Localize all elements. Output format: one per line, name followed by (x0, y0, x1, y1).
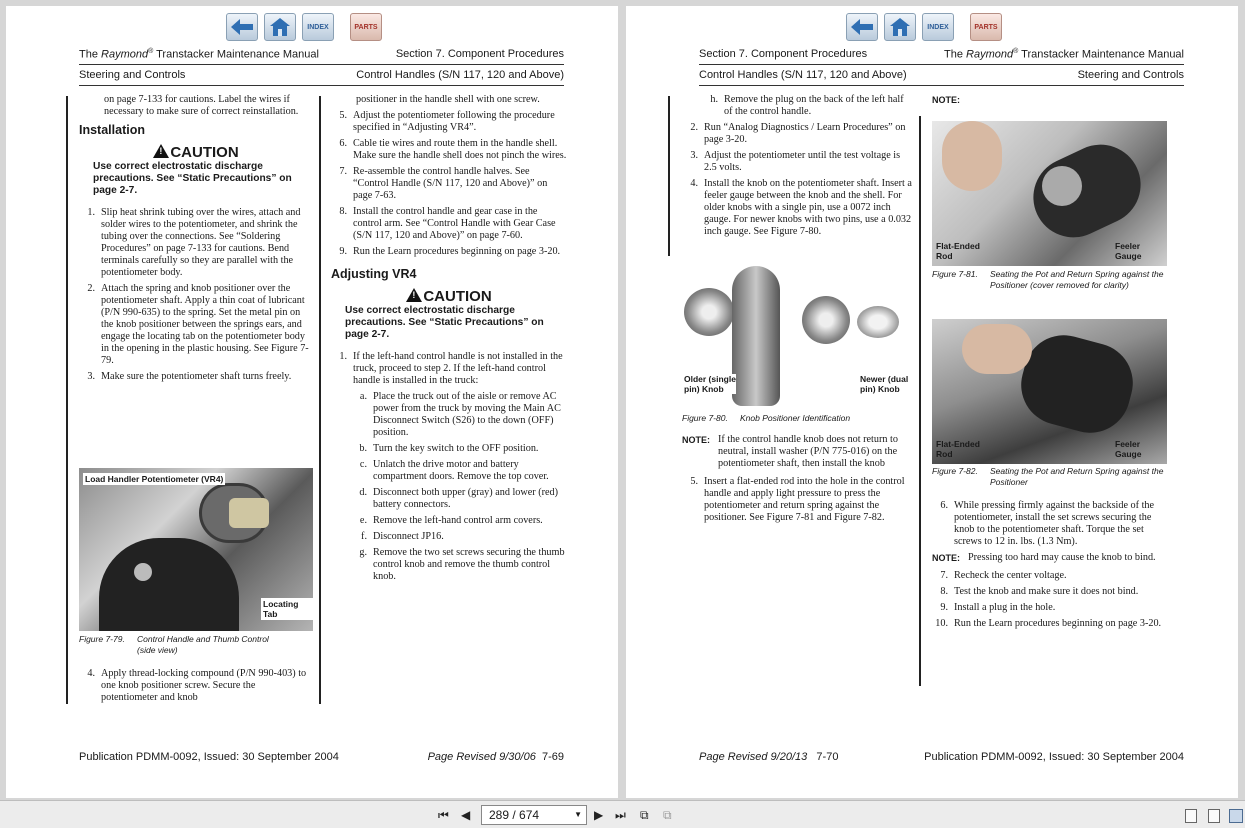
page-footer (79, 751, 564, 763)
list-item: e. Remove the left-hand control arm covers. (359, 515, 543, 526)
list-item: 9. Install a plug in the hole. (940, 602, 1056, 613)
note-washer: NOTE: If the control handle knob does not return to neutral, install washer (P/N 775-016) on the potentiometer shaft, then install the knob 5. Insert a flat-ended rod into the hole in the control handle and apply light pressure to press the potentiometer and return spring against the positioner. See Figure 7-81 and Figure 7-82. (682, 434, 914, 528)
label-older-knob: Older (single pin) Knob (684, 374, 736, 394)
page-indicator: 289 / 674 (489, 808, 540, 822)
section-title: Section 7. Component Procedures (395, 48, 564, 60)
section-heading-adjusting-vr4: Adjusting VR4 (331, 267, 417, 281)
list-item: 2. Run “Analog Diagnostics / Learn Procedures” on page 3-20. (690, 122, 906, 145)
caution-text: Use correct electrostatic discharge precautions. See “Static Precautions” on page 2-7. (93, 161, 292, 196)
page-footer (699, 751, 1184, 763)
list-item: g. Remove the two set screws securing the thumb control knob and remove the thumb control knob. (359, 547, 565, 582)
two-page-view-icon[interactable] (1229, 809, 1243, 823)
list-item: 3. Adjust the potentiometer until the test voltage is 2.5 volts. (690, 150, 901, 173)
parts-label: PARTS (354, 23, 378, 31)
list-item: 5. Insert a flat-ended rod into the hole in the control handle and apply light pressure to press the potentiometer and return spring against the positioner. See Figure 7-81 and Figure 7-82. (690, 476, 905, 523)
list-item: h. Remove the plug on the back of the left half of the control handle. (710, 94, 904, 117)
list-item: 4. Install the knob on the potentiometer shaft. Insert a feeler gauge between the knob and the shell. For older knobs with a single pin, use a 0072 inch gauge. For newer knobs with two pins, use a 0.032 inch gauge. See Figure 7-80. (690, 178, 912, 237)
label-newer-knob: Newer (dual pin) Knob (860, 374, 909, 394)
caution-title: !CAUTION (331, 288, 567, 303)
list-item: 1. Slip heat shrink tubing over the wires, attach and solder wires to the potentiometer, and shrink the tubing over the connections. See “Soldering Procedures” on page 7-133 for cautions. Bend terminals carefully so they are parallel with the potentiometer body. (87, 207, 301, 278)
back-button[interactable] (226, 13, 258, 41)
home-icon (270, 18, 290, 36)
list-item: 9. Run the Learn procedures beginning on page 3-20. (339, 246, 561, 257)
home-button[interactable] (264, 13, 296, 41)
go-back-view-icon[interactable]: ⧉ (640, 808, 649, 822)
first-page-button[interactable]: ⏮ (438, 808, 449, 822)
section-title: Section 7. Component Procedures (699, 48, 868, 60)
left-page-column-2 (331, 94, 567, 587)
list-item: 4. Apply thread-locking compound (P/N 990-403) to one knob positioner screw. Secure the potentiometer and knob (87, 668, 307, 703)
index-label: INDEX (927, 23, 949, 31)
list-item: f. Disconnect JP16. (361, 531, 444, 542)
viewer-toolbar (0, 800, 1245, 828)
manual-title: The Raymond® Transtacker Maintenance Manual (944, 48, 1184, 61)
step-4 (79, 668, 313, 708)
figure-7-82-caption: Figure 7-82. Seating the Pot and Return Spring against the Positioner (932, 466, 1164, 487)
intro-text: on page 7-133 for cautions. Label the wires if necessary to make sure of correct reinstallation. (104, 94, 299, 117)
running-header (699, 48, 1184, 61)
adjust-step-1 (331, 351, 567, 387)
label-feeler-gauge: Feeler Gauge (1115, 241, 1142, 261)
section-heading-installation: Installation (79, 123, 145, 137)
left-page-column-1 (79, 94, 313, 387)
continuous-view-icon[interactable] (1208, 809, 1220, 823)
list-item: 1. If the left-hand control handle is not installed in the truck, proceed to step 2. If the left-hand control handle is installed in the truck: (339, 351, 563, 386)
publication-info: Publication PDMM-0092, Issued: 30 September 2004 (924, 751, 1184, 763)
list-item: 7. Recheck the center voltage. (940, 570, 1067, 581)
list-item: 6. Cable tie wires and route them in the handle shell. Make sure the handle shell does not pinch the wires. (339, 138, 567, 161)
running-subheader (699, 69, 1184, 81)
single-page-view-icon[interactable] (1185, 809, 1197, 823)
installation-steps (79, 207, 313, 383)
index-button[interactable] (922, 13, 954, 41)
page-revision: Page Revised 9/20/13 7-70 (699, 751, 839, 763)
caution-text: Use correct electrostatic discharge precautions. See “Static Precautions” on page 2-7. (345, 305, 544, 340)
figure-7-81-caption: Figure 7-81. Seating the Pot and Return Spring against the Positioner (cover removed for clarity) (932, 269, 1164, 290)
page-number-select[interactable] (481, 805, 587, 825)
right-page (626, 6, 1238, 798)
label-potentiometer: Load Handler Potentiometer (VR4) (85, 474, 224, 484)
label-flat-ended-rod: Flat-Ended Rod (936, 241, 980, 261)
figure-7-79-photo (79, 468, 313, 631)
home-button[interactable] (884, 13, 916, 41)
next-page-button[interactable]: ▶ (594, 808, 604, 822)
previous-page-button[interactable]: ◀ (461, 808, 471, 822)
figure-7-79-caption: Figure 7-79. Control Handle and Thumb Control (side view) (79, 634, 269, 655)
list-item: 3. Make sure the potentiometer shaft turns freely. (87, 371, 292, 382)
chevron-down-icon: ▼ (574, 810, 582, 819)
page-nav-bar (846, 13, 1002, 41)
parts-button[interactable] (350, 13, 382, 41)
left-page (6, 6, 618, 798)
list-item: 10. Run the Learn procedures beginning on page 3-20. (935, 618, 1162, 629)
warning-icon (406, 288, 422, 302)
back-button[interactable] (846, 13, 878, 41)
list-item: d. Disconnect both upper (gray) and lower (red) battery connectors. (359, 487, 559, 510)
list-item: 7. Re-assemble the control handle halves. See “Control Handle (S/N 117, 120 and Above)” on page 7-63. (339, 166, 548, 201)
page-revision: Page Revised 9/30/06 7-69 (427, 751, 564, 763)
note-label: NOTE: (932, 95, 960, 105)
subsection-right: Control Handles (S/N 117, 120 and Above) (356, 69, 564, 81)
adjust-substeps (331, 391, 567, 583)
list-item: a. Place the truck out of the aisle or remove AC power from the truck by moving the Main AC Disconnect Switch (S26) to the down (OFF) position. (359, 391, 561, 438)
figure-7-80 (682, 266, 914, 411)
warning-icon (153, 144, 169, 158)
running-subheader (79, 69, 564, 81)
list-item: 5. Adjust the potentiometer following the procedure specified in “Adjusting VR4”. (339, 110, 555, 133)
last-page-button[interactable]: ⏭ (615, 808, 626, 822)
steps-2-4 (682, 122, 914, 238)
figure-7-81-photo (932, 121, 1167, 266)
index-label: INDEX (307, 23, 329, 31)
back-arrow-icon (231, 19, 253, 35)
right-page-column-1 (682, 94, 914, 242)
intro-text: positioner in the handle shell with one screw. (356, 94, 540, 105)
list-item: c. Unlatch the drive motor and battery compartment doors. Remove the top cover. (359, 459, 549, 482)
caution-title: !CAUTION (79, 144, 313, 159)
figure-7-80-caption: Figure 7-80. Knob Positioner Identification (682, 413, 851, 423)
subsection-left: Steering and Controls (79, 69, 186, 81)
parts-label: PARTS (974, 23, 998, 31)
index-button[interactable] (302, 13, 334, 41)
subsection-right: Steering and Controls (1077, 69, 1184, 81)
right-page-column-2 (932, 94, 1167, 106)
back-arrow-icon (851, 19, 873, 35)
label-flat-ended-rod: Flat-Ended Rod (936, 439, 980, 459)
subsection-left: Control Handles (S/N 117, 120 and Above) (699, 69, 907, 81)
parts-button[interactable] (970, 13, 1002, 41)
running-header (79, 48, 564, 61)
list-item: b. Turn the key switch to the OFF position. (359, 443, 539, 454)
list-item: 8. Test the knob and make sure it does not bind. (940, 586, 1139, 597)
list-item: 2. Attach the spring and knob positioner over the potentiometer shaft. Apply a thin coat of lubricant (P/N 990-635) to the spring. Set the metal pin on the knob positioner between the springs ears, and engage the locating tab on the potentiometer body in the opening in the plastic housing. See Figure 7-79. (87, 283, 309, 366)
label-feeler-gauge: Feeler Gauge (1115, 439, 1142, 459)
publication-info: Publication PDMM-0092, Issued: 30 September 2004 (79, 751, 339, 763)
manual-title: The Raymond® Transtacker Maintenance Manual (79, 48, 319, 61)
steps-5-9 (331, 110, 567, 258)
page-nav-bar (226, 13, 382, 41)
note-pressing: NOTE: Pressing too hard may cause the knob to bind. (932, 552, 1156, 563)
steps-6-10 (932, 500, 1167, 634)
home-icon (890, 18, 910, 36)
list-item: 8. Install the control handle and gear case in the control arm. See “Control Handle with Gear Case (S/N 117, 120 and Above)” on page 7-60. (339, 206, 556, 241)
go-forward-view-icon[interactable]: ⧉ (663, 808, 672, 822)
figure-7-82-photo (932, 319, 1167, 464)
list-item: 6. While pressing firmly against the backside of the potentiometer, install the set screws securing the knob to the potentiometer shaft. Torque the set screws to 12 in. lbs. (1.3 Nm). (940, 500, 1155, 547)
label-locating-tab: Locating Tab (261, 598, 313, 620)
